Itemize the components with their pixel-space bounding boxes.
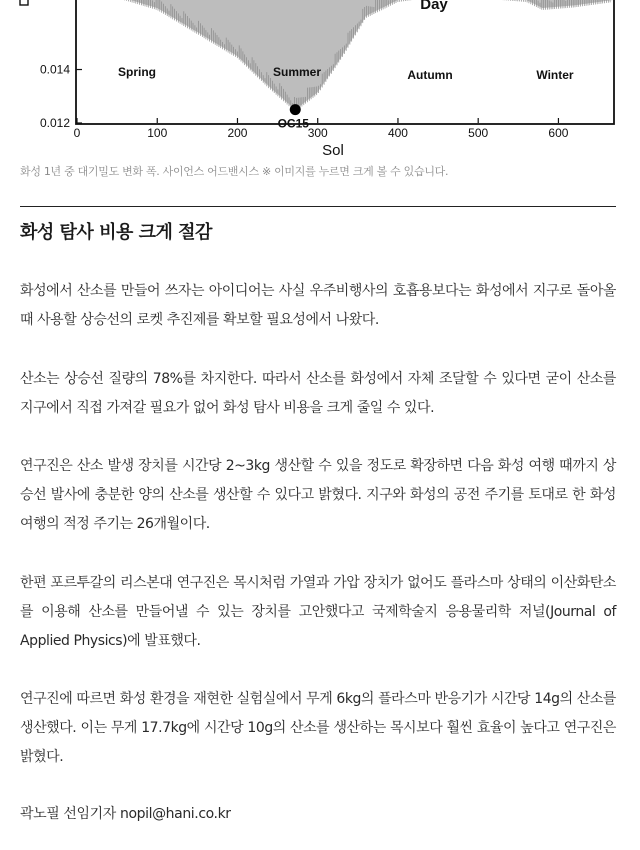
season-label: Autumn <box>407 68 453 82</box>
legend-swatch-partial <box>20 0 28 5</box>
x-tick-label: 600 <box>548 126 569 140</box>
season-label: Winter <box>536 68 574 82</box>
paragraph: 한편 포르투갈의 리스본대 연구진은 목시처럼 가열과 가압 장치가 없어도 플라스마 상태의 이산화탄소를 이용해 산소를 만들어낼 수 있는 장치를 고안했다고 국제학술지 응용물리학 저널(Journal of Applied Physics)에 발표했다. <box>20 575 616 649</box>
x-tick-label: 500 <box>468 126 489 140</box>
section-divider <box>20 206 616 207</box>
x-tick-label: 300 <box>307 126 328 140</box>
day-label: Day <box>420 0 448 13</box>
x-tick-label: 200 <box>227 126 248 140</box>
x-tick-label: 100 <box>147 126 168 140</box>
paragraph: 산소는 상승선 질량의 78%를 차지한다. 따라서 산소를 화성에서 자체 조달할 수 있다면 굳이 산소를 지구에서 직접 가져갈 필요가 없어 화성 탐사 비용을 크게 줄일 수 있다. <box>20 371 616 416</box>
section-title: 화성 탐사 비용 크게 절감 <box>20 222 212 243</box>
season-label: Spring <box>118 65 156 79</box>
y-tick-label: 0.014 <box>39 62 70 77</box>
density-envelope <box>77 0 613 110</box>
season-label: Summer <box>272 65 322 79</box>
oc15-marker <box>290 104 301 115</box>
y-tick-label: 0.012 <box>39 116 70 130</box>
paragraph: 연구진에 따르면 화성 환경을 재현한 실험실에서 무게 6kg의 플라스마 반응기가 시간당 14g의 산소를 생산했다. 이는 무게 17.7kg에 시간당 10g의 산소를 생산하는 목시보다 훨씬 효율이 높다고 연구진은 밝혔다. <box>20 691 616 765</box>
figure-caption: 화성 1년 중 대기밀도 변화 폭. 사이언스 어드밴시스 ※ 이미지를 누르면 크게 볼 수 있습니다. <box>20 165 449 178</box>
oc15-label: OC15 <box>277 116 309 131</box>
paragraph: 연구진은 산소 발생 장치를 시간당 2~3kg 생산할 수 있을 정도로 확장하면 다음 화성 여행 때까지 상승선 발사에 충분한 양의 산소를 생산할 수 있다고 밝혔다. 지구와 화성의 공전 주기를 토대로 한 화성 여행의 적정 주기는 26개월이다. <box>20 458 616 532</box>
paragraph: 화성에서 산소를 만들어 쓰자는 아이디어는 사실 우주비행사의 호흡용보다는 화성에서 지구로 돌아올 때 사용할 상승선의 로켓 추진제를 확보할 필요성에서 나왔다. <box>20 283 616 328</box>
author-byline: 곽노필 선임기자 nopil@hani.co.kr <box>20 806 231 822</box>
x-tick-label: 400 <box>387 126 408 140</box>
atmospheric-density-chart[interactable] <box>0 0 640 160</box>
x-tick-label: 0 <box>73 126 81 140</box>
x-axis-label: Sol <box>322 142 344 159</box>
